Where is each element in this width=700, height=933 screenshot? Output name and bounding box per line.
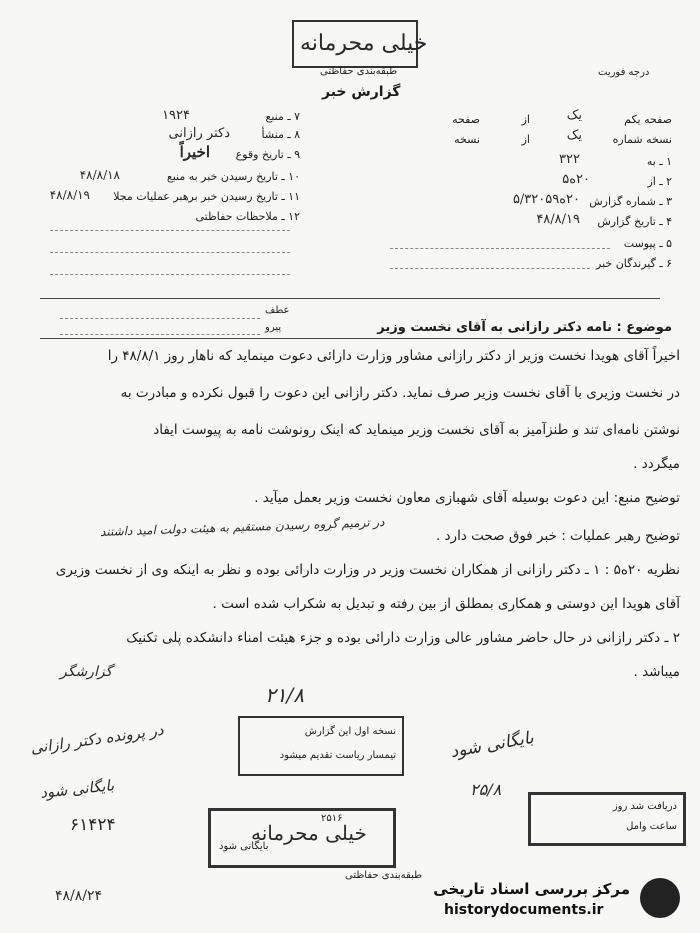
- right-field-value: ۴۸/۸/۱۹: [536, 212, 580, 227]
- left-field-label: ۷ ـ منبع: [265, 110, 300, 123]
- subject-line: موضوع : نامه دکتر رازانی به آقای نخست وزیر: [377, 320, 672, 335]
- left-field-value: ۴۸/۸/۱۹: [49, 188, 90, 202]
- watermark-line2: historydocuments.ir: [444, 902, 604, 918]
- right-field-label: ۳ ـ شماره گزارش: [589, 195, 672, 208]
- left-field-label: ۱۰ ـ تاریخ رسیدن خبر به منبع: [166, 170, 300, 183]
- received-stamp-line: دریافت شد روز: [612, 801, 677, 812]
- divider: [390, 248, 610, 249]
- divider: [390, 268, 590, 269]
- section-divider: [40, 298, 660, 299]
- body-line: ۲ ـ دکتر رازانی در حال حاضر مشاور عالی وزارت دارائی بوده و جزء هیئت امناء دانشکده پلی تکنیک: [126, 630, 680, 646]
- page-title: گزارش خبر: [322, 84, 401, 100]
- handwritten-mark: ۲۱/۸: [265, 683, 304, 707]
- left-field-value: اخیراً: [179, 143, 210, 161]
- bottom-stamp-number: ۲۵۱۶: [321, 813, 343, 824]
- subject-divider: [40, 338, 660, 339]
- left-field-value: ۴۸/۸/۱۸: [79, 168, 120, 182]
- handwritten-number: ۶۱۴۲۴: [70, 815, 116, 835]
- classification-caption: طبقه‌بندی حفاظتی: [320, 66, 398, 77]
- handwritten-right-scrawl: بایگانی شود: [448, 727, 536, 763]
- right-field-label: نسخه شماره: [612, 133, 672, 146]
- right-field-value: یک: [566, 108, 582, 123]
- body-line: نوشتن نامه‌ای تند و طنزآمیز به آقای نخست وزیر مینماید که اینک رونوشت نامه به پیوست ایفاد: [153, 422, 680, 438]
- handwritten-remark: گزارشگر: [60, 664, 113, 680]
- divider: [60, 334, 260, 335]
- right-field-label: ۴ ـ تاریخ گزارش: [597, 215, 672, 228]
- bottom-stamp-caption: بایگانی شود: [219, 841, 269, 852]
- handwritten-date: ۴۸/۸/۲۴: [55, 888, 103, 904]
- classification-stamp: خیلی محرمانه: [292, 20, 418, 68]
- right-field-value: ۲۰ه۵: [562, 172, 590, 187]
- left-field-value: ۱۹۲۴: [162, 108, 190, 123]
- right-field-label: ۱ ـ به: [646, 155, 672, 168]
- routing-stamp-line: نسخه اول این گزارش: [304, 726, 396, 737]
- right-field-value: ۲۰ه۵/۳۲۰۵۹: [512, 192, 580, 207]
- bottom-stamp-text: خیلی محرمانه: [251, 821, 367, 845]
- divider: [50, 252, 290, 253]
- body-line: آقای هویدا این دوستی و همکاری بمطلق از بین رفته و تبدیل به شکراب شده است .: [212, 596, 680, 612]
- body-line: اخیراً آقای هویدا نخست وزیر از دکتر رازانی مشاور وزارت دارائی دعوت مینماید که ناهار روز ۴۸/۸/۱ را: [107, 348, 680, 364]
- right-field-value: ۳۲۲: [559, 152, 580, 167]
- left-field-label: ۱۲ ـ ملاحظات حفاظتی: [195, 210, 300, 223]
- divider: [50, 274, 290, 275]
- handwritten-left-note: در پرونده دکتر رازانی: [29, 720, 165, 758]
- bottom-classification-caption: طبقه‌بندی حفاظتی: [345, 870, 423, 881]
- left-field-value: دکتر رازانی: [168, 126, 230, 141]
- right-field-value: یک: [566, 128, 582, 143]
- body-line: توضیح رهبر عملیات : خبر فوق صحت دارد .: [435, 528, 680, 544]
- routing-stamp: [238, 716, 404, 776]
- watermark-logo-icon: [640, 878, 680, 918]
- right-field-label: ۲ ـ از: [647, 175, 672, 188]
- atf-label: عطف: [265, 305, 290, 316]
- right-field-mid: از: [521, 133, 530, 146]
- left-field-label: ۸ ـ منشأ: [261, 128, 300, 141]
- left-field-label: ۱۱ ـ تاریخ رسیدن خبر برهبر عملیات مجلا: [113, 190, 300, 203]
- body-line: نظریه ۲۰ه۵ : ۱ ـ دکتر رازانی از همکاران نخست وزیر در وزارت دارائی بوده و نظر به اینکه وی از نخست وزیری: [55, 562, 680, 578]
- body-line: میگردد .: [633, 456, 680, 472]
- handwritten-left-note: بایگانی شود: [39, 776, 115, 802]
- received-stamp-line: ساعت وامل: [626, 821, 677, 832]
- handwritten-right-scrawl: ۲۵/۸: [470, 780, 502, 799]
- body-line: در نخست وزیری با آقای نخست وزیر صرف نماید. دکتر رازانی این دعوت را قبول نکرده و مبادرت به: [120, 385, 680, 401]
- left-field-label: ۹ ـ تاریخ وقوع: [235, 148, 300, 161]
- right-field-end: صفحه: [452, 113, 480, 126]
- right-field-label: ۶ ـ گیرندگان خبر: [596, 257, 672, 270]
- bottom-classification-stamp: [208, 808, 396, 868]
- priority-label: درجه فوریت: [598, 67, 650, 78]
- body-line: توضیح منبع: این دعوت بوسیله آقای شهبازی معاون نخست وزیر بعمل میآید .: [254, 490, 680, 506]
- divider: [60, 318, 260, 319]
- right-field-label: صفحه یکم: [624, 113, 672, 126]
- divider: [50, 230, 290, 231]
- received-stamp: [528, 792, 686, 846]
- peyro-label: پیرو: [265, 322, 282, 333]
- handwritten-note: در ترمیم گروه رسیدن مستقیم به هیئت دولت امید داشتند: [99, 515, 385, 539]
- right-field-mid: از: [521, 113, 530, 126]
- right-field-label: ۵ ـ پیوست: [623, 237, 672, 250]
- watermark-line1: مرکز بررسی اسناد تاریخی: [433, 880, 630, 898]
- right-field-end: نسخه: [454, 133, 480, 146]
- body-line: میباشد .: [633, 664, 680, 680]
- routing-stamp-line: تیمسار ریاست تقدیم میشود: [279, 750, 396, 761]
